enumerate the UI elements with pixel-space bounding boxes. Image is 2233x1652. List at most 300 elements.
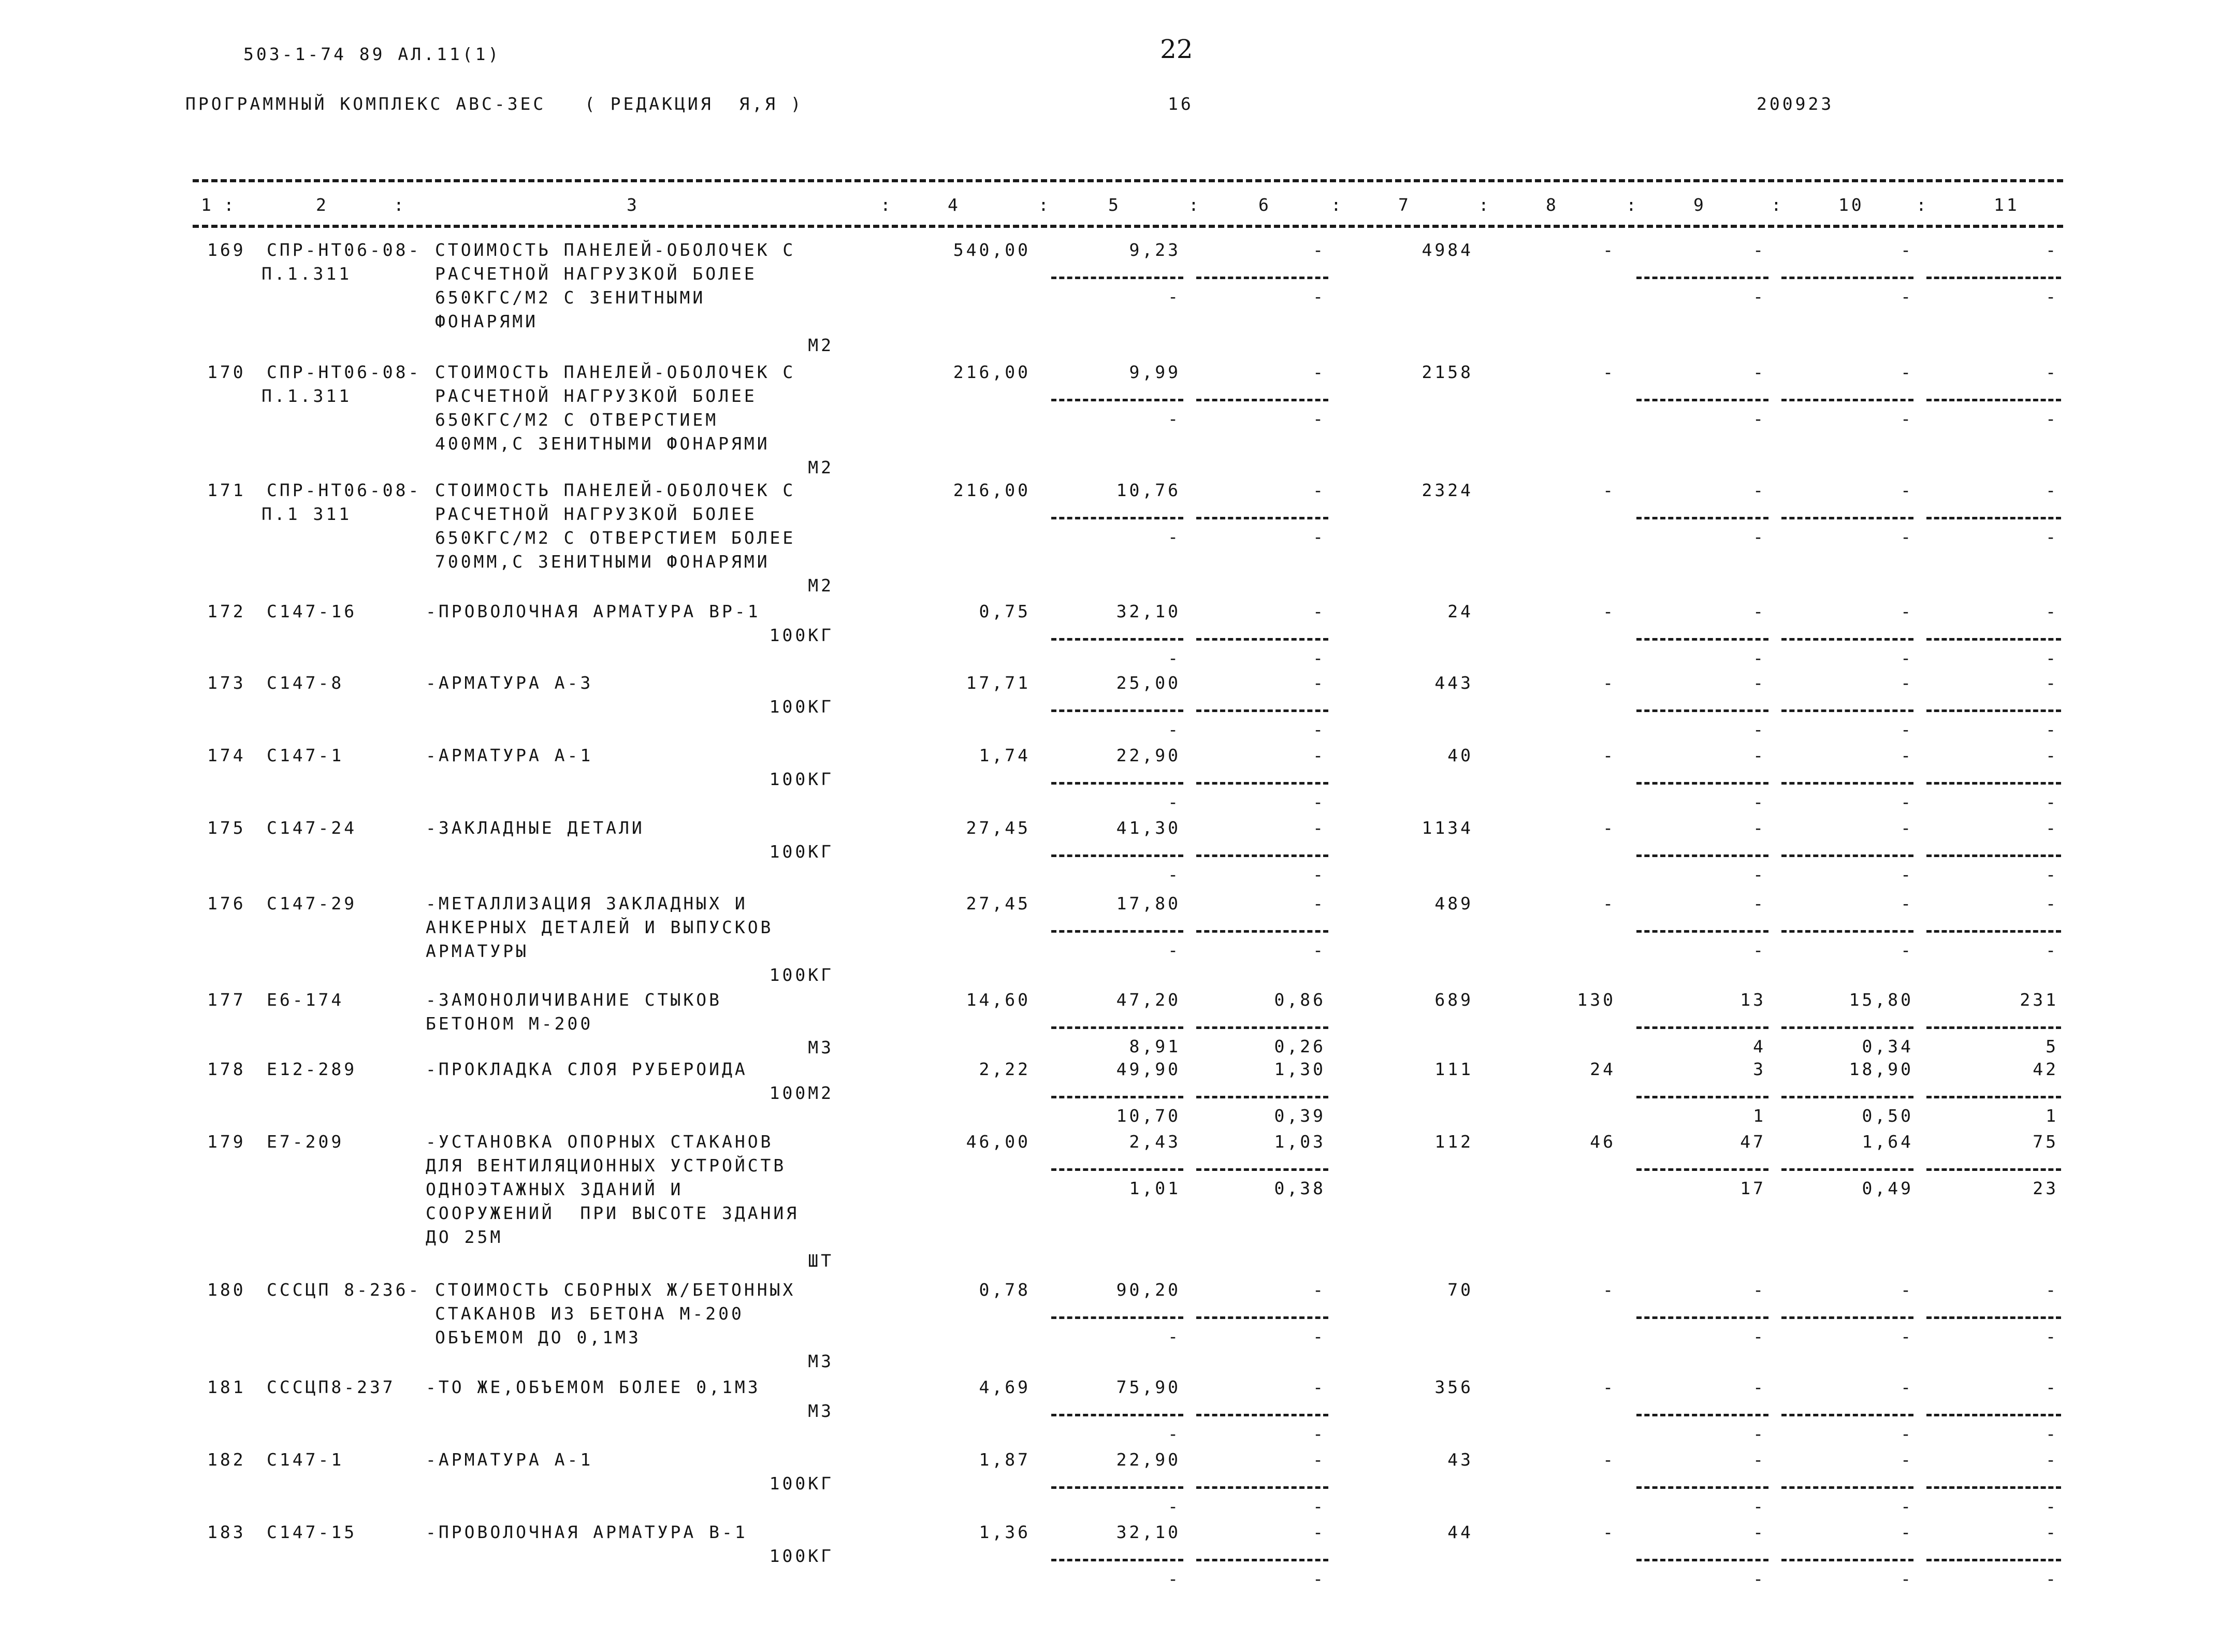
cell-separator: [1636, 1026, 1768, 1029]
row-number: 181: [207, 1377, 246, 1397]
work-description: -МЕТАЛЛИЗАЦИЯ ЗАКЛАДНЫХ И: [426, 893, 748, 914]
cell-c6: -: [1313, 1326, 1326, 1346]
cell-separator: [1781, 1414, 1913, 1416]
norm-code: Е6-174: [267, 990, 344, 1010]
cell-c11: -: [2046, 719, 2058, 740]
cell-separator: [1636, 1559, 1768, 1561]
cell-c6: -: [1313, 864, 1326, 885]
cell-separator: [1196, 709, 1328, 712]
cell-c10: -: [1901, 409, 1913, 429]
table-header-rule: [193, 225, 2063, 228]
cell-separator: [1781, 517, 1913, 519]
cell-c6: -: [1313, 286, 1326, 307]
cell-c9: -: [1753, 1450, 1766, 1470]
cell-c11: -: [2046, 527, 2058, 547]
cell-c11: -: [2046, 648, 2058, 668]
cell-c9: -: [1753, 362, 1766, 382]
cell-c5: 41,30: [1116, 818, 1181, 838]
table-row: [0, 988, 2233, 1057]
cell-c5: 22,90: [1116, 745, 1181, 765]
work-description: АРМАТУРЫ: [426, 941, 529, 961]
work-description: 700ММ,С ЗЕНИТНЫМИ ФОНАРЯМИ: [435, 552, 770, 572]
work-description: АНКЕРНЫХ ДЕТАЛЕЙ И ВЫПУСКОВ: [426, 917, 774, 937]
cell-c4: 1,36: [979, 1522, 1031, 1542]
cell-c10: -: [1901, 286, 1913, 307]
cell-separator: [1051, 1096, 1183, 1098]
cell-c6: -: [1313, 792, 1326, 812]
cell-c5: -: [1168, 940, 1181, 960]
cell-separator: [1926, 1414, 2061, 1416]
cell-c5: 49,90: [1116, 1059, 1181, 1079]
cell-separator: [1926, 1559, 2061, 1561]
cell-c5: 10,76: [1116, 480, 1181, 500]
cell-c4: 4,69: [979, 1377, 1031, 1397]
work-description: СТОИМОСТЬ ПАНЕЛЕЙ-ОБОЛОЧЕК С: [435, 480, 796, 500]
cell-c11: -: [2046, 893, 2058, 914]
cell-c11: -: [2046, 1377, 2058, 1397]
program-title: ПРОГРАММНЫЙ КОМПЛЕКС АВС-3ЕС ( РЕДАКЦИЯ Я,Я ): [185, 94, 804, 114]
work-description: 650КГС/М2 С ОТВЕРСТИЕМ: [435, 410, 719, 430]
cell-separator: [1926, 1168, 2061, 1171]
cell-c5: -: [1168, 864, 1181, 885]
cell-c11: -: [2046, 745, 2058, 765]
cell-c7: 4984: [1422, 240, 1473, 260]
cell-c9: -: [1753, 719, 1766, 740]
norm-code: СССЦП 8-236-: [267, 1280, 422, 1300]
work-description: -АРМАТУРА А-1: [426, 1450, 593, 1470]
norm-code: С147-1: [267, 745, 344, 765]
work-description: БЕТОНОМ М-200: [426, 1013, 593, 1034]
cell-separator: [1196, 782, 1328, 785]
cell-c5: 32,10: [1116, 601, 1181, 621]
cell-c4: 216,00: [953, 480, 1031, 500]
work-description: ДО 25М: [426, 1227, 503, 1247]
cell-c11: -: [2046, 792, 2058, 812]
cell-separator: [1781, 930, 1913, 933]
cell-separator: [1636, 277, 1768, 279]
cell-c5: -: [1168, 719, 1181, 740]
work-description: 650КГС/М2 С ЗЕНИТНЫМИ: [435, 287, 706, 308]
table-row: [0, 816, 2233, 885]
cell-separator: [1051, 1168, 1183, 1171]
cell-separator: [1926, 399, 2061, 401]
cell-c5: 17,80: [1116, 893, 1181, 914]
cell-c11: 5: [2046, 1036, 2058, 1056]
cell-c9: -: [1753, 1377, 1766, 1397]
cell-c7: 70: [1447, 1280, 1473, 1300]
cell-c6: -: [1313, 409, 1326, 429]
cell-separator: [1051, 709, 1183, 712]
norm-code: П.1 311: [262, 504, 352, 524]
cell-separator: [1636, 1316, 1768, 1319]
work-description: -ЗАМОНОЛИЧИВАНИЕ СТЫКОВ: [426, 990, 722, 1010]
cell-c6: -: [1313, 940, 1326, 960]
cell-c8: -: [1603, 1522, 1616, 1542]
cell-c6: -: [1313, 1569, 1326, 1589]
cell-c7: 489: [1434, 893, 1473, 914]
cell-c7: 112: [1434, 1132, 1473, 1152]
cell-separator: [1051, 930, 1183, 933]
cell-c10: -: [1901, 719, 1913, 740]
cell-separator: [1636, 782, 1768, 785]
cell-c4: 17,71: [966, 673, 1031, 693]
cell-c9: -: [1753, 286, 1766, 307]
cell-c10: -: [1901, 1377, 1913, 1397]
cell-c5: -: [1168, 1496, 1181, 1516]
row-number: 175: [207, 818, 246, 838]
cell-c11: 231: [2020, 990, 2058, 1010]
cell-separator: [1781, 1486, 1913, 1489]
cell-c10: -: [1901, 940, 1913, 960]
work-description: СООРУЖЕНИЙ ПРИ ВЫСОТЕ ЗДАНИЯ: [426, 1203, 800, 1223]
row-number: 172: [207, 601, 246, 621]
cell-c11: -: [2046, 409, 2058, 429]
cell-c6: 1,30: [1274, 1059, 1326, 1079]
cell-c9: -: [1753, 673, 1766, 693]
cell-separator: [1926, 1026, 2061, 1029]
unit: 100КГ: [769, 1473, 834, 1494]
cell-c6: -: [1313, 527, 1326, 547]
row-number: 174: [207, 745, 246, 765]
cell-separator: [1196, 1414, 1328, 1416]
cell-c5: 9,99: [1129, 362, 1181, 382]
cell-c9: -: [1753, 940, 1766, 960]
table-row: [0, 1057, 2233, 1126]
cell-c9: -: [1753, 1496, 1766, 1516]
cell-c4: 27,45: [966, 818, 1031, 838]
cell-c11: -: [2046, 673, 2058, 693]
unit: М3: [808, 1037, 834, 1057]
table-row: [0, 1375, 2233, 1444]
cell-c11: -: [2046, 940, 2058, 960]
cell-c8: -: [1603, 362, 1616, 382]
unit: М2: [808, 335, 834, 355]
cell-c9: -: [1753, 792, 1766, 812]
cell-separator: [1636, 854, 1768, 857]
column-divider: :: [1478, 195, 1491, 215]
cell-c9: -: [1753, 648, 1766, 668]
cell-c5: 1,01: [1129, 1178, 1181, 1198]
row-number: 171: [207, 480, 246, 500]
cell-c4: 2,22: [979, 1059, 1031, 1079]
cell-separator: [1926, 930, 2061, 933]
cell-separator: [1781, 1168, 1913, 1171]
cell-separator: [1781, 399, 1913, 401]
column-header-1: 1: [201, 195, 214, 215]
cell-separator: [1196, 399, 1328, 401]
cell-c11: -: [2046, 601, 2058, 621]
cell-c11: 23: [2033, 1178, 2058, 1198]
work-description: ОДНОЭТАЖНЫХ ЗДАНИЙ И: [426, 1179, 684, 1199]
cell-c10: -: [1901, 792, 1913, 812]
cell-separator: [1781, 1559, 1913, 1561]
cell-c6: -: [1313, 745, 1326, 765]
cell-c6: -: [1313, 362, 1326, 382]
work-description: -ПРОВОЛОЧНАЯ АРМАТУРА В-1: [426, 1522, 748, 1542]
column-header-10: 10: [1838, 195, 1864, 215]
column-header-8: 8: [1546, 195, 1559, 215]
cell-c8: -: [1603, 673, 1616, 693]
cell-separator: [1196, 1168, 1328, 1171]
norm-code: Е7-209: [267, 1132, 344, 1152]
cell-c6: -: [1313, 673, 1326, 693]
row-number: 169: [207, 240, 246, 260]
cell-separator: [1196, 277, 1328, 279]
cell-c9: 17: [1740, 1178, 1766, 1198]
column-header-11: 11: [1994, 195, 2020, 215]
cell-c5: -: [1168, 286, 1181, 307]
cell-c10: -: [1901, 1522, 1913, 1542]
norm-code: С147-1: [267, 1450, 344, 1470]
cell-separator: [1196, 1096, 1328, 1098]
table-row: [0, 1520, 2233, 1589]
work-description: 650КГС/М2 С ОТВЕРСТИЕМ БОЛЕЕ: [435, 528, 796, 548]
cell-separator: [1051, 638, 1183, 641]
column-header-5: 5: [1108, 195, 1121, 215]
cell-c8: -: [1603, 240, 1616, 260]
norm-code: С147-24: [267, 818, 357, 838]
cell-c9: -: [1753, 1569, 1766, 1589]
cell-c6: -: [1313, 1496, 1326, 1516]
row-number: 179: [207, 1132, 246, 1152]
cell-separator: [1636, 1414, 1768, 1416]
row-number: 178: [207, 1059, 246, 1079]
cell-c4: 1,87: [979, 1450, 1031, 1470]
cell-c10: -: [1901, 527, 1913, 547]
unit: 100КГ: [769, 965, 834, 985]
cell-c10: 18,90: [1849, 1059, 1913, 1079]
cell-c10: -: [1901, 818, 1913, 838]
cell-c5: 8,91: [1129, 1036, 1181, 1056]
cell-c7: 689: [1434, 990, 1473, 1010]
cell-separator: [1196, 638, 1328, 641]
cell-separator: [1781, 1026, 1913, 1029]
column-header-9: 9: [1693, 195, 1706, 215]
norm-code: С147-15: [267, 1522, 357, 1542]
unit: 100КГ: [769, 697, 834, 717]
cell-c9: 4: [1753, 1036, 1766, 1056]
cell-separator: [1781, 638, 1913, 641]
unit: М3: [808, 1401, 834, 1421]
cell-separator: [1636, 1486, 1768, 1489]
cell-c8: 46: [1590, 1132, 1616, 1152]
cell-c6: 0,38: [1274, 1178, 1326, 1198]
cell-c8: 24: [1590, 1059, 1616, 1079]
row-number: 176: [207, 893, 246, 914]
cell-separator: [1926, 1486, 2061, 1489]
work-description: -ПРОВОЛОЧНАЯ АРМАТУРА ВР-1: [426, 601, 761, 621]
cell-separator: [1051, 1316, 1183, 1319]
cell-c5: -: [1168, 1424, 1181, 1444]
cell-separator: [1781, 277, 1913, 279]
work-description: ФОНАРЯМИ: [435, 311, 538, 331]
norm-code: Е12-289: [267, 1059, 357, 1079]
cell-c7: 44: [1447, 1522, 1473, 1542]
work-description: -АРМАТУРА А-3: [426, 673, 593, 693]
cell-c4: 216,00: [953, 362, 1031, 382]
cell-c9: -: [1753, 864, 1766, 885]
page-number: 22: [1160, 34, 1193, 64]
cell-c5: -: [1168, 648, 1181, 668]
unit: 100КГ: [769, 1546, 834, 1566]
cell-c9: -: [1753, 893, 1766, 914]
cell-c6: -: [1313, 1377, 1326, 1397]
cell-separator: [1926, 782, 2061, 785]
column-header-2: 2: [316, 195, 329, 215]
sheet-number: 16: [1168, 94, 1194, 114]
unit: 100М2: [769, 1083, 834, 1103]
norm-code: С147-8: [267, 673, 344, 693]
norm-code: П.1.311: [262, 264, 352, 284]
cell-c9: -: [1753, 1326, 1766, 1346]
cell-separator: [1636, 517, 1768, 519]
cell-c4: 46,00: [966, 1132, 1031, 1152]
row-number: 182: [207, 1450, 246, 1470]
cell-c10: 0,49: [1862, 1178, 1913, 1198]
cell-c9: 47: [1740, 1132, 1766, 1152]
cell-separator: [1051, 854, 1183, 857]
cell-separator: [1196, 854, 1328, 857]
unit: М2: [808, 575, 834, 596]
column-header-3: 3: [627, 195, 640, 215]
cell-separator: [1051, 1559, 1183, 1561]
work-description: -ТО ЖЕ,ОБЪЕМОМ БОЛЕЕ 0,1М3: [426, 1377, 761, 1397]
cell-c10: -: [1901, 1326, 1913, 1346]
cell-c6: -: [1313, 893, 1326, 914]
cell-c10: 1,64: [1862, 1132, 1913, 1152]
cell-separator: [1781, 782, 1913, 785]
cell-c6: -: [1313, 1280, 1326, 1300]
work-description: СТОИМОСТЬ ПАНЕЛЕЙ-ОБОЛОЧЕК С: [435, 362, 796, 382]
cell-c11: -: [2046, 864, 2058, 885]
cell-c4: 0,75: [979, 601, 1031, 621]
cell-c5: 47,20: [1116, 990, 1181, 1010]
norm-code: П.1.311: [262, 386, 352, 406]
work-description: -ЗАКЛАДНЫЕ ДЕТАЛИ: [426, 818, 645, 838]
cell-c10: -: [1901, 893, 1913, 914]
cell-c11: -: [2046, 1424, 2058, 1444]
cell-c4: 0,78: [979, 1280, 1031, 1300]
cell-c9: -: [1753, 818, 1766, 838]
cell-separator: [1926, 638, 2061, 641]
column-divider: :: [1916, 195, 1929, 215]
cell-c11: -: [2046, 1569, 2058, 1589]
cell-c5: 2,43: [1129, 1132, 1181, 1152]
cell-c6: -: [1313, 1450, 1326, 1470]
cell-separator: [1926, 854, 2061, 857]
cell-separator: [1196, 930, 1328, 933]
cell-c10: -: [1901, 745, 1913, 765]
cell-c6: 1,03: [1274, 1132, 1326, 1152]
column-divider: :: [1771, 195, 1784, 215]
cell-c9: -: [1753, 601, 1766, 621]
cell-c11: -: [2046, 1522, 2058, 1542]
work-description: РАСЧЕТНОЙ НАГРУЗКОЙ БОЛЕЕ: [435, 504, 757, 524]
cell-c6: -: [1313, 601, 1326, 621]
cell-c10: -: [1901, 480, 1913, 500]
row-number: 170: [207, 362, 246, 382]
cell-c7: 40: [1447, 745, 1473, 765]
column-divider: :: [1331, 195, 1344, 215]
cell-c10: 0,50: [1862, 1106, 1913, 1126]
cell-c8: 130: [1577, 990, 1616, 1010]
table-row: [0, 1278, 2233, 1371]
cell-c8: -: [1603, 745, 1616, 765]
cell-c5: 22,90: [1116, 1450, 1181, 1470]
cell-c8: -: [1603, 601, 1616, 621]
column-divider: :: [1188, 195, 1201, 215]
cell-c9: -: [1753, 1280, 1766, 1300]
cell-separator: [1781, 854, 1913, 857]
cell-c8: -: [1603, 1377, 1616, 1397]
cell-c9: -: [1753, 527, 1766, 547]
cell-c7: 356: [1434, 1377, 1473, 1397]
cell-separator: [1051, 782, 1183, 785]
cell-c8: -: [1603, 1450, 1616, 1470]
cell-separator: [1636, 399, 1768, 401]
cell-c9: -: [1753, 1522, 1766, 1542]
cell-c6: -: [1313, 818, 1326, 838]
table-row: [0, 671, 2233, 740]
cell-separator: [1636, 709, 1768, 712]
cell-c10: -: [1901, 240, 1913, 260]
cell-c10: 0,34: [1862, 1036, 1913, 1056]
cell-c11: 42: [2033, 1059, 2058, 1079]
cell-separator: [1926, 1316, 2061, 1319]
cell-c6: -: [1313, 719, 1326, 740]
cell-c5: 10,70: [1116, 1106, 1181, 1126]
cell-separator: [1781, 1096, 1913, 1098]
work-description: РАСЧЕТНОЙ НАГРУЗКОЙ БОЛЕЕ: [435, 264, 757, 284]
cell-c7: 443: [1434, 673, 1473, 693]
cell-c7: 24: [1447, 601, 1473, 621]
cell-separator: [1051, 1486, 1183, 1489]
column-divider: :: [224, 195, 237, 215]
work-description: -УСТАНОВКА ОПОРНЫХ СТАКАНОВ: [426, 1132, 774, 1152]
cell-separator: [1051, 399, 1183, 401]
cell-separator: [1636, 930, 1768, 933]
unit: 100КГ: [769, 842, 834, 862]
cell-c10: -: [1901, 1424, 1913, 1444]
cell-c9: -: [1753, 745, 1766, 765]
column-divider: :: [1626, 195, 1639, 215]
cell-separator: [1051, 1414, 1183, 1416]
cell-c11: 75: [2033, 1132, 2058, 1152]
cell-c10: -: [1901, 1450, 1913, 1470]
cell-c9: -: [1753, 240, 1766, 260]
cell-c7: 1134: [1422, 818, 1473, 838]
work-description: СТОИМОСТЬ СБОРНЫХ Ж/БЕТОННЫХ: [435, 1280, 796, 1300]
cell-c6: 0,86: [1274, 990, 1326, 1010]
unit: 100КГ: [769, 769, 834, 789]
norm-code: СПР-НТ06-08-: [267, 240, 422, 260]
cell-separator: [1636, 638, 1768, 641]
cell-c6: -: [1313, 480, 1326, 500]
work-description: СТОИМОСТЬ ПАНЕЛЕЙ-ОБОЛОЧЕК С: [435, 240, 796, 260]
cell-c4: 27,45: [966, 893, 1031, 914]
table-top-rule: [193, 179, 2063, 182]
cell-c11: -: [2046, 1496, 2058, 1516]
norm-code: СПР-НТ06-08-: [267, 362, 422, 382]
work-description: ДЛЯ ВЕНТИЛЯЦИОННЫХ УСТРОЙСТВ: [426, 1155, 787, 1176]
column-divider: :: [394, 195, 407, 215]
table-row: [0, 360, 2233, 477]
cell-separator: [1926, 709, 2061, 712]
row-number: 177: [207, 990, 246, 1010]
work-description: ОБЪЕМОМ ДО 0,1М3: [435, 1327, 641, 1347]
cell-c5: -: [1168, 1326, 1181, 1346]
cell-separator: [1196, 1026, 1328, 1029]
